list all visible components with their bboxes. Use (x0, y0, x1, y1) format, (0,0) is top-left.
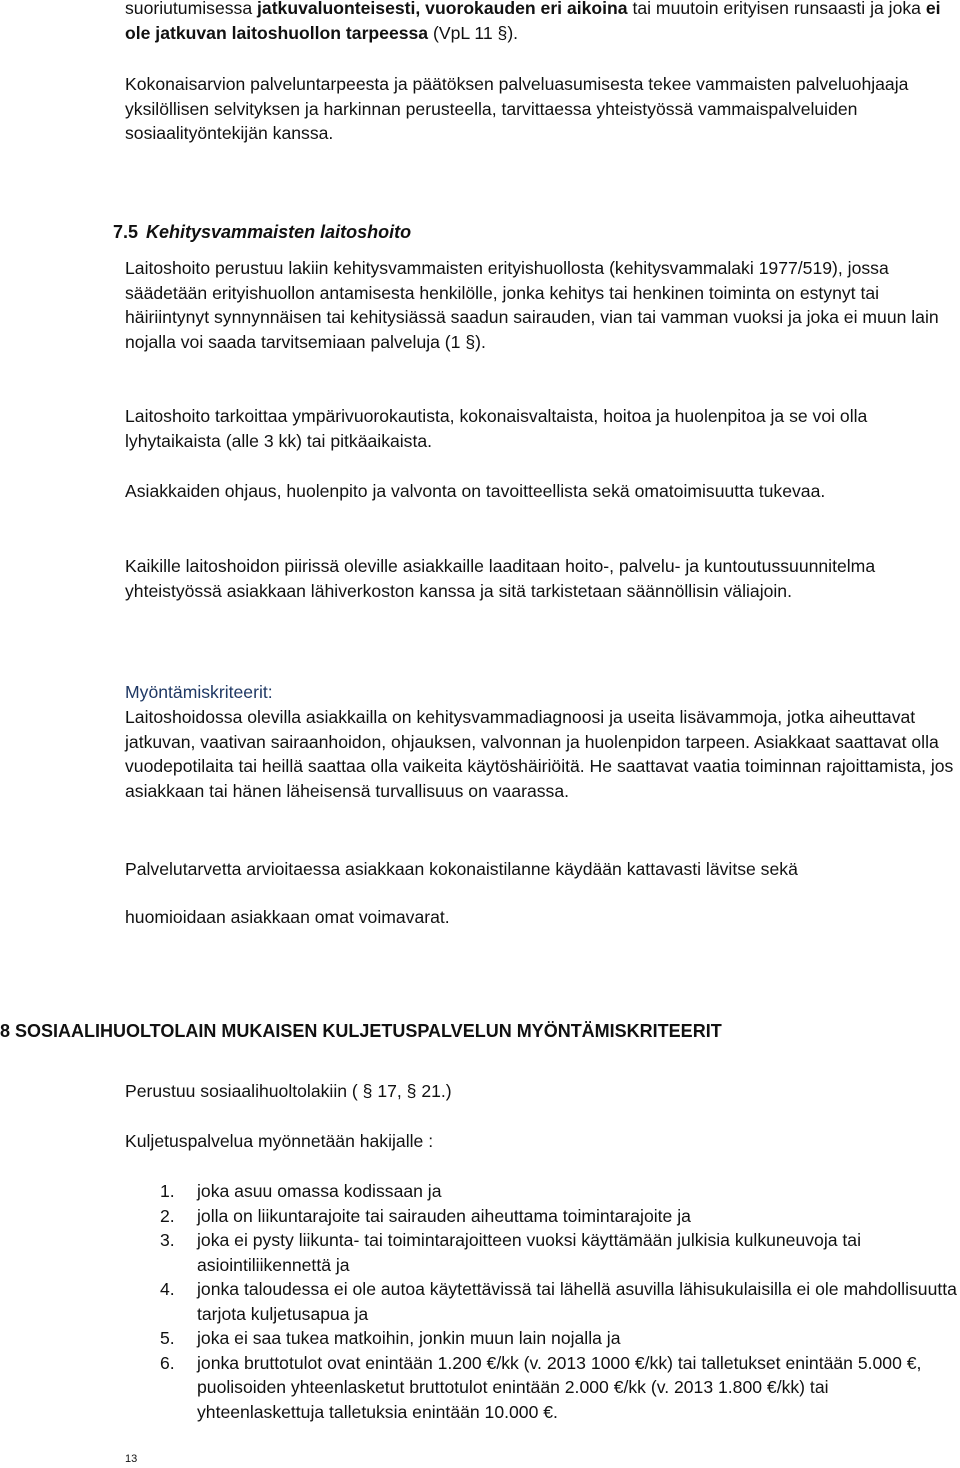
care-definition-paragraph: Laitoshoito tarkoittaa ympärivuorokautista, kokonaisvaltaista, hoitoa ja huolenpitoa ja se voi olla lyhytaikaista (alle 3 kk) tai pitkäaikaista. (125, 406, 868, 451)
list-item-text: jolla on liikuntarajoite tai sairauden aiheuttama toimintarajoite ja (197, 1205, 691, 1226)
list-item-text: jonka bruttotulot ovat enintään 1.200 €/kk (v. 2013 1000 €/kk) tai talletukset enintään 5.000 €, puolisoiden yhteenlasketut bruttotulot enintään 2.000 €/kk (v. 2013 1.800 €/kk) tai yhteenlaskettuja talletuksia enintään 10.000 €. (197, 1352, 922, 1422)
care-plan-paragraph: Kaikille laitoshoidon piirissä oleville asiakkaille laaditaan hoito-, palvelu- ja kuntoutussuunnitelma yhteistyössä asiakkaan lähiverkoston kanssa ja sitä tarkistetaan säännöllisin väliajoin. (125, 556, 876, 601)
intro-bold-2: ei ole jatkuvan laitoshuollon tarpeessa (125, 0, 941, 43)
list-item-number: 5. (160, 1328, 175, 1348)
basis-line: Perustuu sosiaalihuoltolakiin ( § 17, § 21.) (125, 1081, 452, 1101)
list-item-number: 1. (160, 1181, 175, 1201)
section-7-5-heading (113, 220, 411, 244)
list-item (160, 1228, 960, 1277)
section-8-heading: 8 SOSIAALIHUOLTOLAIN MUKAISEN KULJETUSPALVELUN MYÖNTÄMISKRITEERIT (0, 1021, 722, 1041)
assessment-overview-line: Palvelutarvetta arvioitaessa asiakkaan kokonaistilanne käydään kattavasti lävitse sekä (125, 859, 798, 879)
list-item (160, 1326, 960, 1351)
intro-bold-1: jatkuvaluonteisesti, vuorokauden eri aikoina (257, 0, 628, 18)
resources-line: huomioidaan asiakkaan omat voimavarat. (125, 907, 450, 927)
list-item-text: joka ei pysty liikunta- tai toimintarajoitteen vuoksi käyttämään julkisia kulkuneuvoja tai asiointiliikennettä ja (197, 1230, 862, 1275)
section-number: 7.5 (113, 222, 139, 242)
legal-basis-paragraph: Laitoshoito perustuu lakiin kehitysvammaisten erityishuollosta (kehitysvammalaki 1977/519), jossa säädetään erityishuollon antamisesta henkilölle, jonka kehitys tai henkinen toiminta on estynyt tai häiriintynyt synnynnäisen tai kehitysiässä saadun sairauden, vian tai vamman vuoksi ja joka ei muun lain nojalla voi saada tarvitsemiaan palveluja (1 §). (125, 258, 939, 352)
list-item-text: jonka taloudessa ei ole autoa käytettävissä tai lähellä asuvilla lähisukulaisilla ei ole mahdollisuutta tarjota kuljetusapua ja (197, 1279, 957, 1324)
criteria-paragraph: Laitoshoidossa olevilla asiakkailla on kehitysvammadiagnoosi ja useita lisävammoja, jotka aiheuttavat jatkuvan, vaativan sairaanhoidon, ohjauksen, valvonnan ja huolenpidon tarpeen. Asiakkaat saattavat olla vuodepotilaita tai heillä saattaa olla vaikeita käytöshäiriöitä. He saattavat vaatia toiminnan rajoittamista, jos asiakkaan tai hänen läheisensä turvallisuus on vaarassa. (125, 707, 954, 801)
granted-intro-line: Kuljetuspalvelua myönnetään hakijalle : (125, 1131, 434, 1151)
list-item-text: joka ei saa tukea matkoihin, jonkin muun lain nojalla ja (197, 1328, 621, 1348)
assessment-paragraph: Kokonaisarvion palveluntarpeesta ja päätöksen palveluasumisesta tekee vammaisten palveluohjaaja yksilöllisen selvityksen ja harkinnan perusteella, tarvittaessa yhteistyössä vammaispalveluiden sosiaalityöntekijän kanssa. (125, 74, 909, 143)
list-item-text: joka asuu omassa kodissaan ja (197, 1181, 442, 1201)
intro-text-3: (VpL 11 §). (428, 22, 519, 43)
list-item (160, 1277, 960, 1326)
intro-paragraph (125, 0, 955, 45)
list-item (160, 1351, 960, 1425)
list-item-number: 3. (160, 1230, 175, 1250)
list-item-number: 2. (160, 1205, 175, 1226)
list-item-number: 4. (160, 1279, 175, 1299)
list-item-number: 6. (160, 1352, 175, 1373)
intro-text-1: suoriutumisessa (125, 0, 258, 18)
guidance-paragraph: Asiakkaiden ohjaus, huolenpito ja valvonta on tavoitteellista sekä omatoimisuutta tukevaa. (125, 481, 826, 501)
list-item (160, 1179, 960, 1204)
criteria-subheading: Myöntämiskriteerit: (125, 682, 273, 702)
list-item (160, 1204, 960, 1229)
section-title: Kehitysvammaisten laitoshoito (146, 222, 412, 242)
intro-text-2: tai muutoin erityisen runsaasti ja joka (627, 0, 926, 18)
page-number: 13 (125, 1453, 138, 1465)
transport-criteria-list (160, 1179, 960, 1424)
